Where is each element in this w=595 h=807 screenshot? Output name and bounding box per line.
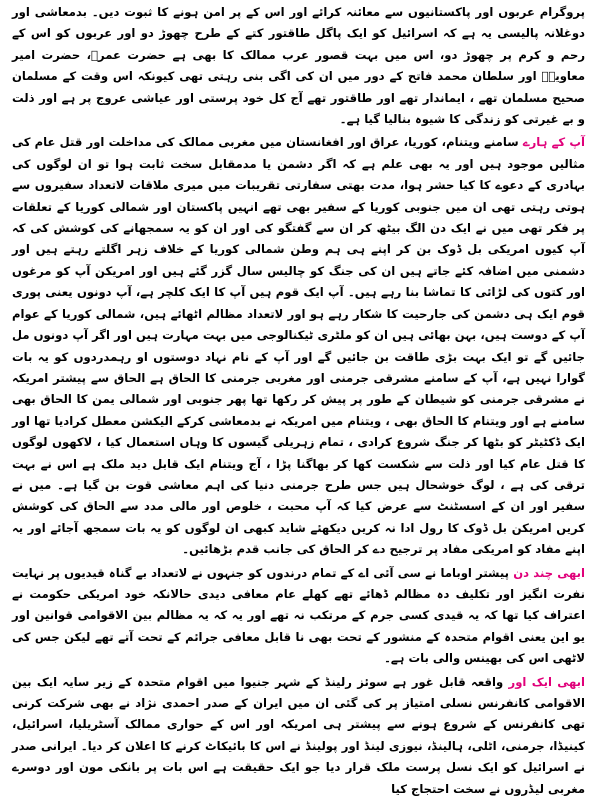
paragraph-2: [12, 132, 585, 560]
paragraph-2-text: سامنے ویتنام، کوریا، عراق اور افغانستان میں مغربی ممالک کی مداخلت اور قتل عام کی مثالیں موجود ہیں اور یہ بھی علم ہے کہ اگر دشمن یا مدمقابل سخت ثابت ہوا تو ان لوگوں کی بہادری کے دعوے کا کیا حشر ہوا، مدت بھتی سفارتی تقریبات میں میری ملاقات لاتعداد سفیروں سے ہوتی رہتی تھی ان میں جنوبی کوریا کے سفیر بھی تھے انہیں پاکستان اور شمالی کوریا کے تعلقات پر فکر تھی میں نے ایک دن الگ بیٹھ کر ان سے گفتگو کی اور ان کو یہ سمجھانے کی کوشش کی کہ آپ کیوں امریکی بل ڈوک بن کر اپنے ہی ہم وطن شمالی کوریا کے خلاف زہر اگلتے رہتے ہیں اور دشمنی میں اضافہ کئے جاتے ہیں ان کی جنگ کو چالیس سال گزر گئے ہیں اور امریکن آپ کو مرغوں اور کتوں کی لڑائی کا تماشا بنا رہے ہیں۔ آپ ایک قوم ہیں آپ کا ایک کلچر ہے، آپ دونوں یعنی پوری قوم ایک ہی دشمن کی جارحیت کا شکار رہے ہو اور لاتعداد مظالم اٹھائے ہیں، شمالی کوریا کے عوام آپ کے دوست ہیں، بہن بھائی ہیں ان کو ملٹری ٹیکنالوجی میں بہت مہارت ہیں اور اگر آپ دونوں مل جائیں گے تو ایک بہت بڑی طاقت بن جائیں گے اور آپ کے نام نہاد دوستوں او رہمدردوں کو یہ بات گوارا نہیں ہے، آپ کے سامنے مشرقی جرمنی اور مغربی جرمنی کا الحاق ہے الحاق سے پیشتر امریکہ نے مشرقی جرمنی کو شیطان کے طور پر پیش کر رکھا تھا پھر جنوبی اور شمالی یمن کا الحاق بھی سامنے ہے اور ویتنام کا الحاق بھی ، ویتنام میں امریکہ نے بدمعاشی کرکے الیکشن معطل کرادیا تھا اور ایک ڈکٹیٹر کو بٹھا کر جنگ شروع کرادی ، تمام زہریلی گیسوں کا وہاں استعمال کیا ، لاکھوں لوگوں کا قتل عام کیا اور ذلت سے شکست کھا کر بھاگنا پڑا ، آج ویتنام ایک قابل دید ملک ہے اس نے بہت ترقی کی ہے ، لوگ خوشحال ہیں جس طرح جرمنی دنیا کی اہم معاشی قوت بن گیا ہے۔ میں نے سفیر اور ان کے اسسٹنٹ سے عرض کیا کہ آپ محبت ، خلوص اور مالی مدد سے الحاق کی کوشش کریں امریکن بل ڈوک کا رول ادا نہ کریں دیکھئے شاید کبھی ان لوگوں کو یہ بات سمجھ آجائے اور یہ اپنے مفاد کو امریکی مفاد پر ترجیح دے کر الحاق کی جانب قدم بڑھائیں۔: [12, 135, 585, 557]
paragraph-3: [12, 563, 585, 670]
paragraph-3-lead: ابھی چند دن: [513, 565, 585, 580]
paragraph-4-lead: ابھی ایک اور: [508, 674, 585, 689]
paragraph-4: [12, 672, 585, 800]
paragraph-4-text: واقعہ قابل غور ہے سوئز رلینڈ کے شہر جنیوا میں اقوام متحدہ کے زیر سایہ ایک بین الاقوامی کانفرنس نسلی امتیاز پر کی گئی ان میں ایران کے صدر احمدی نژاد نے بھی شرکت کرنی تھی کانفرنس کے شروع ہونے سے پیشتر ہی امریکہ اور اس کے حواری ممالک آسٹریلیا، اسرائیل، کینیڈا، جرمنی، اٹلی، ہالینڈ، نیوزی لینڈ اور پولینڈ نے اس کا بائیکاٹ کرنے کا اعلان کر دیا۔ ایرانی صدر نے اسرائیل کو ایک نسل پرست ملک قرار دیا جو ایک حقیقت ہے اس بات پر بانکی مون اور دوسرے مغربی لیڈروں نے سخت احتجاج کیا: [12, 674, 585, 796]
paragraph-1-text: پروگرام عربوں اور پاکستانیوں سے معائنہ کرائے اور اس کے پر امن ہونے کا ثبوت دیں۔ بدمعاشی اور دوغلانہ پالیسی یہ ہے کہ اسرائیل کو ایک پاگل طاقتور کتے کے طرح چھوڑ دو اور عربوں کو اس کے رحم و کرم پر چھوڑ دو، اس میں بہت قصور عرب ممالک کا بھی ہے حضرت عمرؓ، حضرت امیر معاویہؓ اور سلطان محمد فاتح کے دور میں ان کی اگی بنی رہتی تھی کیونکہ اس وقت کے مسلمان صحیح مسلمان تھے ، ایماندار تھے اور طاقتور تھے آج کل خود پرستی اور عیاشی عروج پر ہے اور ذلت و بے غیرتی کو زندگی کا شیوہ بنالیا گیا ہے۔: [12, 5, 585, 127]
paragraph-2-lead: آپ کے ہارے: [522, 135, 585, 150]
paragraph-3-text: پیشتر اوباما نے سی آئی اے کے تمام درندوں کو جنہوں نے لاتعداد بے گناہ قیدیوں پر نہایت نفرت انگیز اور تکلیف دہ مظالم ڈھائے تھے کھلے عام معافی دیدی حالانکہ خود امریکی حکومت نے اعتراف کیا تھا کہ یہ قیدی کسی جرم کے مرتکب نہ تھے اور یہ کہ یہ مظالم بین الاقوامی قوانین اور یو این یعنی اقوام متحدہ کے منشور کے تحت بھی نا قابل معافی جرائم کے تحت آتے تھے لیکن جس کی لاٹھی اس کی بھینس والی بات ہے۔: [12, 565, 585, 666]
paragraph-1: [12, 2, 585, 130]
